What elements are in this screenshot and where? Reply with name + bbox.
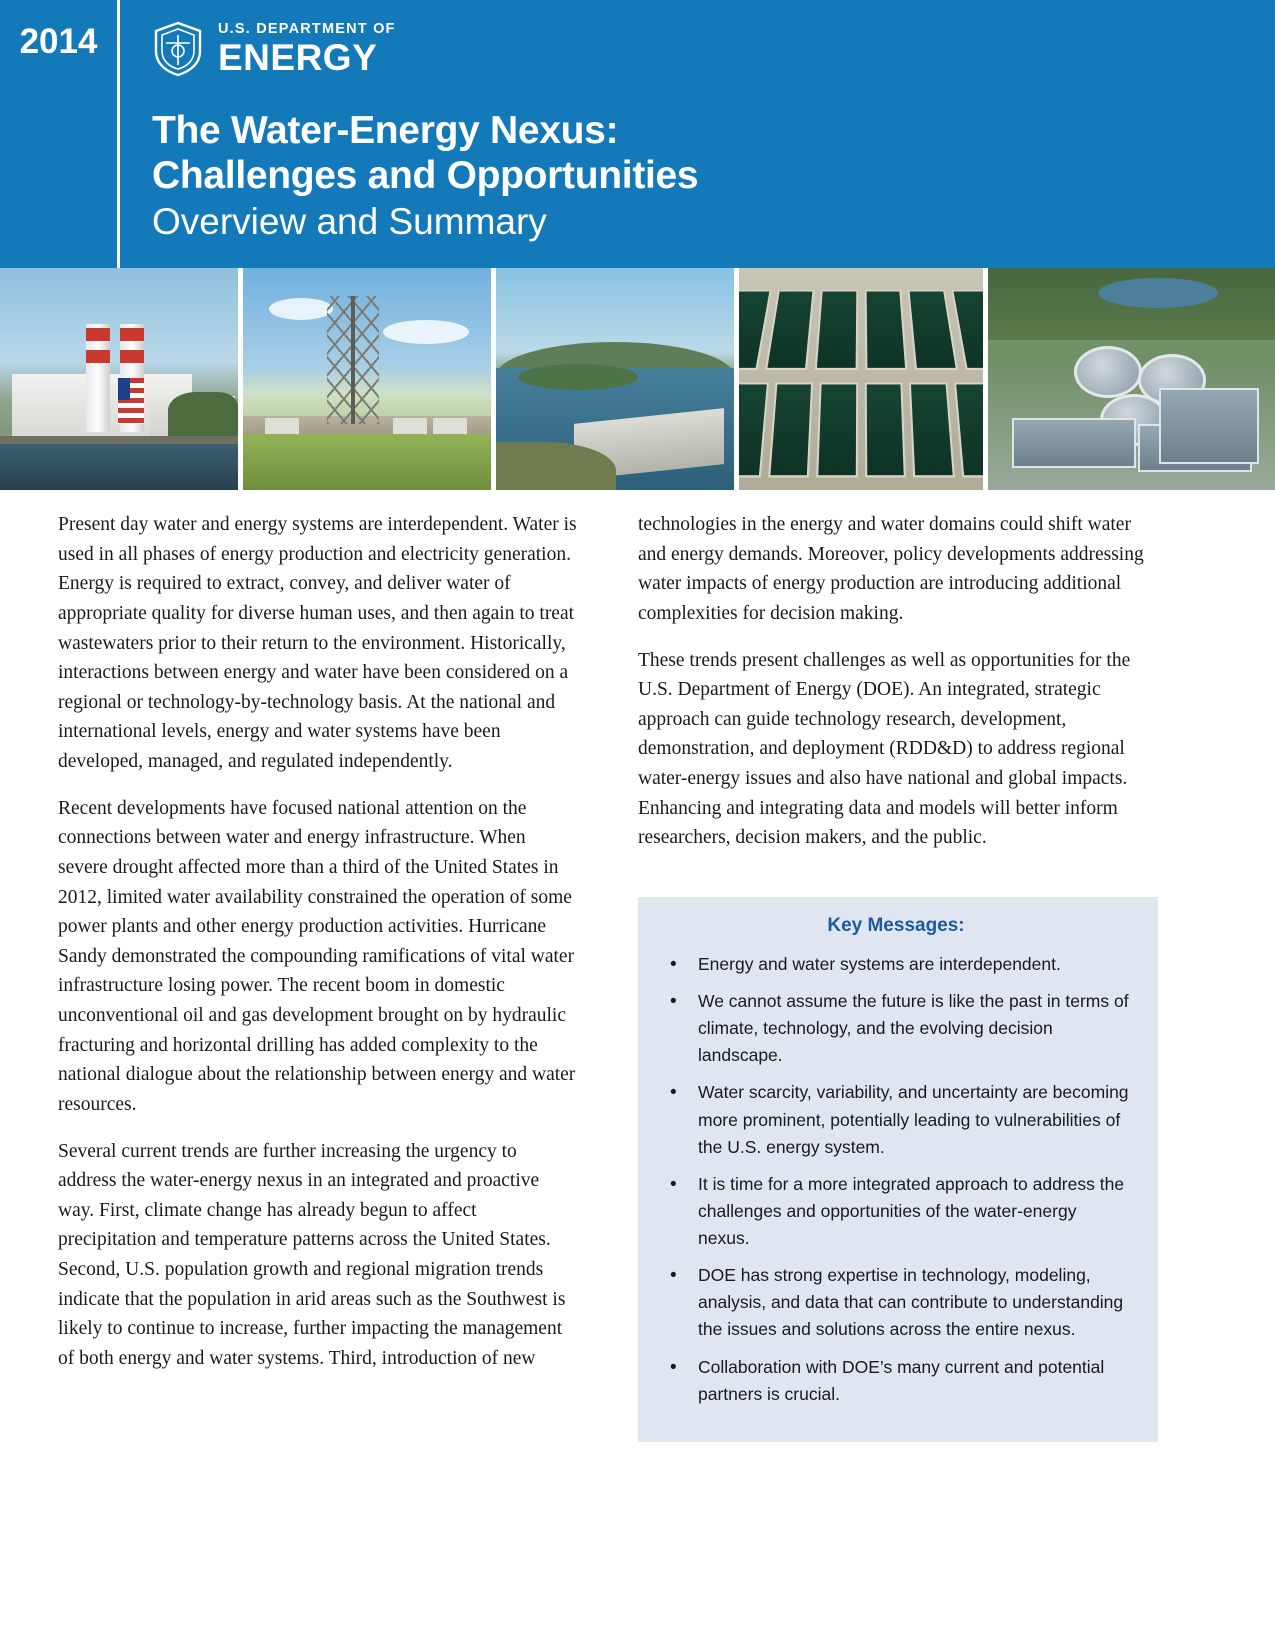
wastewater-treatment-photo	[988, 268, 1275, 490]
list-item: • DOE has strong expertise in technology, modeling, analysis, and data that can contribute to understanding the issues and solutions across the entire nexus.	[660, 1262, 1132, 1343]
paragraph: These trends present challenges as well as opportunities for the U.S. Department of Energy (DOE). An integrated, strategic approach can guide technology research, development, demonstration, and deployment (RDD&D) to address regional water-energy issues and also have national and global impacts. Enhancing and integrating data and models will better inform researchers, decision makers, and the public.	[638, 649, 1131, 849]
paragraph: Recent developments have focused national attention on the connections between water and energy infrastructure. When severe drought affected more than a third of the United States in 2012, limited water availability constrained the operation of some power plants and other energy production activities. Hurricane Sandy demonstrated the compounding ramifications of vital water infrastructure losing power. The recent boom in domestic unconventional oil and gas development brought on by hydraulic fracturing and horizontal drilling has added complexity to the national dialogue about the relationship between energy and water resources.	[58, 797, 576, 1115]
doe-seal-icon	[152, 21, 204, 77]
year-label: 2014	[19, 22, 98, 61]
drilling-rig-photo	[243, 268, 491, 490]
header-main	[120, 0, 1275, 268]
list-item: • It is time for a more integrated approach to address the challenges and opportunities of the water-energy nexus.	[660, 1171, 1132, 1252]
reservoir-dam-photo	[496, 268, 734, 490]
title-line-2: Challenges and Opportunities	[152, 154, 699, 198]
list-item: • Water scarcity, variability, and uncertainty are becoming more prominent, potentially leading to vulnerabilities of the U.S. energy system.	[660, 1079, 1132, 1160]
document-title-block	[152, 108, 1275, 245]
list-item: • Energy and water systems are interdependent.	[660, 951, 1132, 978]
paragraph: Present day water and energy systems are interdependent. Water is used in all phases of energy production and electricity generation. Energy is required to extract, convey, and deliver water of appropriate quality for diverse human uses, and then again to treat wastewaters prior to their return to the environment. Historically, interactions between energy and water have been considered on a regional or technology-by-technology basis. At the national and international levels, energy and water systems have been developed, managed, and regulated independently.	[58, 514, 577, 772]
photo-strip	[0, 268, 1275, 490]
key-messages-list	[660, 951, 1132, 1408]
list-item: • Collaboration with DOE’s many current and potential partners is crucial.	[660, 1354, 1132, 1408]
doe-department-line: U.S. DEPARTMENT OF	[218, 21, 396, 38]
coal-power-plant-photo	[0, 268, 238, 490]
algae-ponds-photo	[739, 268, 983, 490]
year-badge	[0, 0, 120, 268]
right-column	[638, 510, 1158, 1442]
title-line-1: The Water-Energy Nexus:	[152, 109, 619, 152]
document-header	[0, 0, 1275, 268]
doe-wordmark	[218, 22, 396, 76]
paragraph: technologies in the energy and water domains could shift water and energy demands. Moreover, policy developments addressing water impacts of energy production are introducing additional complexities for decision making.	[638, 514, 1144, 624]
document-subtitle: Overview and Summary	[152, 201, 547, 243]
doe-logo-lockup	[152, 18, 1275, 80]
left-column	[58, 510, 578, 1442]
document-body	[0, 490, 1275, 1442]
key-messages-box	[638, 897, 1158, 1442]
doe-energy-line: ENERGY	[218, 36, 378, 78]
list-item: • We cannot assume the future is like the past in terms of climate, technology, and the evolving decision landscape.	[660, 988, 1132, 1069]
paragraph: Several current trends are further increasing the urgency to address the water-energy nexus in an integrated and proactive way. First, climate change has already begun to affect precipitation and temperature patterns across the United States. Second, U.S. population growth and regional migration trends indicate that the population in arid areas such as the Southwest is likely to continue to increase, further impacting the management of both energy and water systems. Third, introduction of new	[58, 1140, 566, 1369]
key-messages-title: Key Messages:	[827, 914, 965, 936]
